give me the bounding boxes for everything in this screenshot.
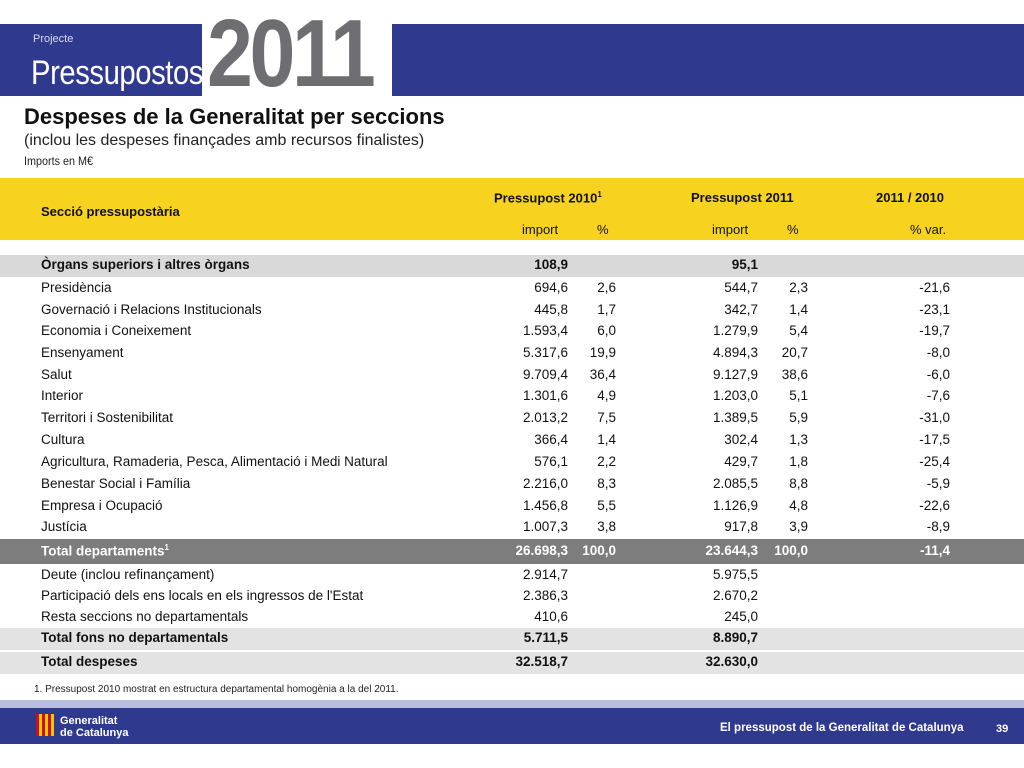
pct-2011-cell: 1,3 <box>789 432 808 447</box>
footer-strip <box>0 700 1024 708</box>
import-2010-cell: 2.216,0 <box>522 476 568 491</box>
import-2011-cell: 95,1 <box>731 257 758 272</box>
footnote: 1. Pressupost 2010 mostrat en estructura departamental homogènia a la del 2011. <box>34 684 399 695</box>
import-2010-cell: 410,6 <box>534 609 568 624</box>
pct-2010-cell: 5,5 <box>597 498 616 513</box>
row-label: Salut <box>41 367 72 382</box>
table-row <box>0 539 1024 564</box>
table-row <box>0 343 1024 364</box>
pct-2011-cell: 100,0 <box>774 543 808 558</box>
row-label: Empresa i Ocupació <box>41 498 163 513</box>
header-projecte: Projecte <box>33 33 74 45</box>
p2010-column-header: Pressupost 2010$^1$ <box>494 190 602 206</box>
page-subtitle: (inclou les despeses finançades amb recursos finalistes) <box>24 132 425 149</box>
import-2011-cell: 2.085,5 <box>712 476 758 491</box>
footer-text: El pressupost de la Generalitat de Catalunya <box>720 722 964 734</box>
pct-2010-cell: 2,2 <box>597 454 616 469</box>
import-2011-cell: 429,7 <box>724 454 758 469</box>
table-row <box>0 474 1024 495</box>
import-2010-cell: 694,6 <box>534 280 568 295</box>
variation-cell: -7,6 <box>926 388 950 403</box>
table-row <box>0 255 1024 277</box>
import-2011-cell: 544,7 <box>724 280 758 295</box>
import-2010-cell: 576,1 <box>534 454 568 469</box>
import-2011-cell: 302,4 <box>724 432 758 447</box>
import-2010-subheader: import <box>522 222 559 237</box>
row-label: Deute (inclou refinançament) <box>41 567 215 582</box>
table-row <box>0 278 1024 299</box>
import-2010-cell: 1.593,4 <box>522 323 568 338</box>
generalitat-logo-text: Generalitat de Catalunya <box>60 715 129 739</box>
section-column-header: Secció pressupostària <box>41 204 180 219</box>
table-row <box>0 517 1024 538</box>
import-2010-cell: 32.518,7 <box>515 654 568 669</box>
import-2010-cell: 2.013,2 <box>522 410 568 425</box>
import-2011-cell: 8.890,7 <box>712 630 758 645</box>
import-2011-cell: 1.126,9 <box>712 498 758 513</box>
row-label: Economia i Coneixement <box>41 323 192 338</box>
row-label: Interior <box>41 388 84 403</box>
import-2011-cell: 2.670,2 <box>712 588 758 603</box>
import-2010-cell: 445,8 <box>534 302 568 317</box>
import-2010-cell: 108,9 <box>534 257 568 272</box>
import-2010-cell: 366,4 <box>534 432 568 447</box>
pct-2011-cell: 38,6 <box>781 367 808 382</box>
row-label: Total despeses <box>41 654 138 669</box>
import-2011-cell: 342,7 <box>724 302 758 317</box>
import-2010-cell: 1.456,8 <box>522 498 568 513</box>
variation-cell: -5,9 <box>926 476 950 491</box>
table-row <box>0 628 1024 650</box>
row-label: Governació i Relacions Institucionals <box>41 302 262 317</box>
table-row <box>0 430 1024 451</box>
import-2011-cell: 4.894,3 <box>712 345 758 360</box>
pct-2011-cell: 4,8 <box>789 498 808 513</box>
pct-2011-subheader: % <box>787 222 799 237</box>
pct-2010-cell: 2,6 <box>597 280 616 295</box>
row-label: Territori i Sostenibilitat <box>41 410 174 425</box>
pct-2010-cell: 4,9 <box>597 388 616 403</box>
pct-2011-cell: 2,3 <box>789 280 808 295</box>
var-subheader: % var. <box>910 222 947 237</box>
pct-2011-cell: 5,9 <box>789 410 808 425</box>
import-2011-cell: 32.630,0 <box>705 654 758 669</box>
variation-cell: -22,6 <box>919 498 950 513</box>
variation-cell: -11,4 <box>919 543 950 558</box>
table-row <box>0 565 1024 586</box>
row-label: Justícia <box>41 519 87 534</box>
pct-2010-cell: 7,5 <box>597 410 616 425</box>
row-label: Cultura <box>41 432 85 447</box>
table-row <box>0 321 1024 342</box>
pct-2010-cell: 8,3 <box>597 476 616 491</box>
row-label: Presidència <box>41 280 112 295</box>
pct-2011-cell: 1,8 <box>789 454 808 469</box>
import-2010-cell: 1.007,3 <box>522 519 568 534</box>
row-label: Total fons no departamentals <box>41 630 229 645</box>
row-label: Total departaments$^1$ <box>41 543 169 559</box>
var-column-header: 2011 / 2010 <box>876 190 944 205</box>
table-row <box>0 607 1024 628</box>
pct-2010-subheader: % <box>597 222 609 237</box>
table-row <box>0 365 1024 386</box>
pct-2010-cell: 1,7 <box>597 302 616 317</box>
variation-cell: -23,1 <box>919 302 950 317</box>
table-row <box>0 408 1024 429</box>
import-2010-cell: 9.709,4 <box>522 367 568 382</box>
variation-cell: -6,0 <box>926 367 950 382</box>
import-2010-cell: 5.711,5 <box>523 630 568 645</box>
variation-cell: -21,6 <box>919 280 950 295</box>
pct-2010-cell: 3,8 <box>597 519 616 534</box>
table-row <box>0 300 1024 321</box>
import-2011-cell: 9.127,9 <box>712 367 758 382</box>
table-row <box>0 586 1024 607</box>
pct-2011-cell: 3,9 <box>789 519 808 534</box>
import-2011-subheader: import <box>712 222 749 237</box>
table-row <box>0 452 1024 473</box>
table-row <box>0 386 1024 407</box>
table-row <box>0 652 1024 674</box>
import-2011-cell: 1.389,5 <box>712 410 758 425</box>
variation-cell: -8,9 <box>926 519 950 534</box>
page-number: 39 <box>996 723 1009 735</box>
import-2010-cell: 5.317,6 <box>522 345 568 360</box>
row-label: Òrgans superiors i altres òrgans <box>41 257 250 272</box>
import-2011-cell: 917,8 <box>724 519 758 534</box>
import-2010-cell: 26.698,3 <box>515 543 568 558</box>
table-header <box>0 178 1024 240</box>
import-2011-cell: 1.203,0 <box>712 388 758 403</box>
variation-cell: -17,5 <box>919 432 950 447</box>
import-2010-cell: 2.914,7 <box>522 567 568 582</box>
import-2011-cell: 23.644,3 <box>705 543 758 558</box>
row-label: Benestar Social i Família <box>41 476 191 491</box>
pct-2011-cell: 8,8 <box>789 476 808 491</box>
variation-cell: -19,7 <box>919 323 950 338</box>
pct-2011-cell: 5,1 <box>789 388 808 403</box>
pct-2010-cell: 19,9 <box>589 345 616 360</box>
table-row <box>0 496 1024 517</box>
import-2011-cell: 1.279,9 <box>712 323 758 338</box>
pct-2011-cell: 1,4 <box>789 302 808 317</box>
pct-2011-cell: 20,7 <box>781 345 808 360</box>
units-note: Imports en M€ <box>24 154 94 168</box>
page-title: Despeses de la Generalitat per seccions <box>24 104 445 129</box>
pct-2010-cell: 100,0 <box>582 543 616 558</box>
generalitat-logo-icon <box>36 714 54 736</box>
variation-cell: -31,0 <box>919 410 950 425</box>
import-2011-cell: 5.975,5 <box>712 567 758 582</box>
row-label: Participació dels ens locals en els ingressos de l'Estat <box>41 588 364 603</box>
pct-2010-cell: 1,4 <box>597 432 616 447</box>
header-year: 2011 <box>207 0 373 107</box>
row-label: Agricultura, Ramaderia, Pesca, Alimentació i Medi Natural <box>41 454 388 469</box>
p2011-column-header: Pressupost 2011 <box>691 190 794 205</box>
import-2011-cell: 245,0 <box>724 609 758 624</box>
pct-2010-cell: 36,4 <box>589 367 616 382</box>
variation-cell: -8,0 <box>926 345 950 360</box>
variation-cell: -25,4 <box>919 454 950 469</box>
import-2010-cell: 2.386,3 <box>522 588 568 603</box>
header-pressupostos: Pressupostos <box>31 54 203 92</box>
pct-2011-cell: 5,4 <box>789 323 808 338</box>
row-label: Resta seccions no departamentals <box>41 609 249 624</box>
import-2010-cell: 1.301,6 <box>522 388 568 403</box>
pct-2010-cell: 6,0 <box>597 323 616 338</box>
row-label: Ensenyament <box>41 345 124 360</box>
